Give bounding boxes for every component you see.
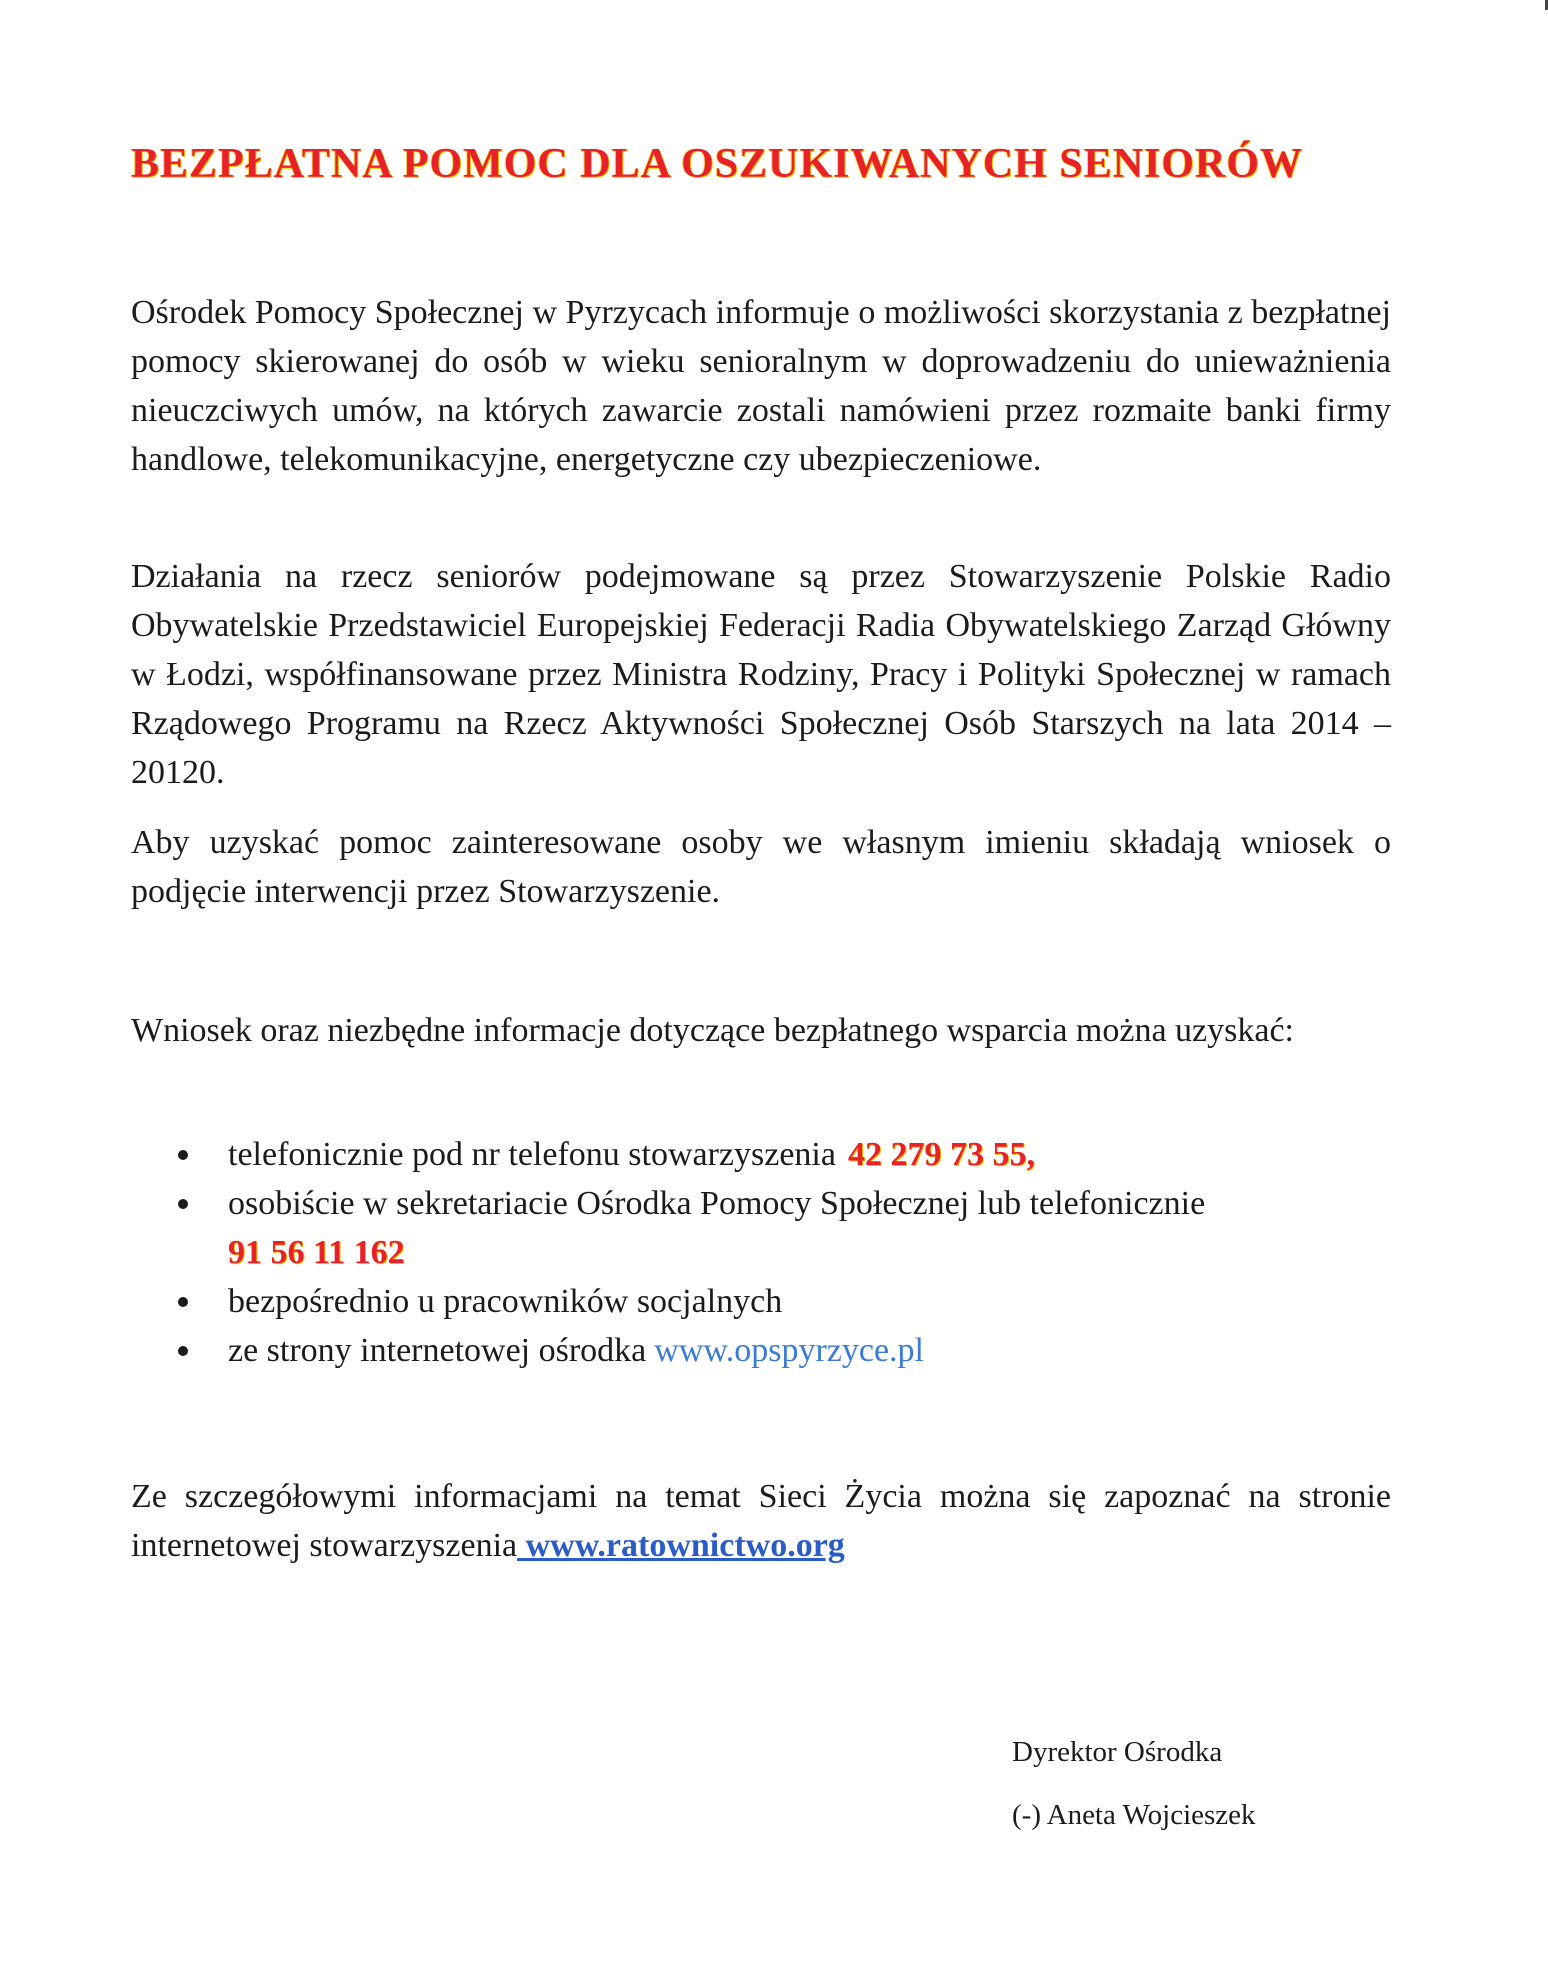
signature-role: Dyrektor Ośrodka: [1012, 1736, 1223, 1768]
paragraph-application: Aby uzyskać pomoc zainteresowane osoby we własnym imieniu składają wniosek o podjęcie interwencji przez Stowarzyszenie.: [131, 824, 1391, 910]
bullet-icon: [178, 1199, 188, 1209]
list-item-text: telefonicznie pod nr telefonu stowarzyszenia: [228, 1136, 836, 1173]
document-title: BEZPŁATNA POMOC DLA OSZUKIWANYCH SENIORÓW: [131, 141, 1304, 187]
ops-website-link[interactable]: www.opspyrzyce.pl: [654, 1332, 924, 1369]
list-item-text: osobiście w sekretariacie Ośrodka Pomocy Społecznej lub telefonicznie: [228, 1185, 1206, 1222]
list-item: [131, 1179, 1411, 1277]
list-item-text: bezpośrednio u pracowników socjalnych: [228, 1283, 783, 1320]
bullet-icon: [178, 1297, 188, 1307]
paragraph-more-info-text: Ze szczegółowymi informacjami na temat Sieci Życia można się zapoznać na stronie internetowej stowarzyszenia: [131, 1478, 1391, 1564]
signature-name: (-) Aneta Wojcieszek: [1012, 1799, 1256, 1831]
paragraph-intro: Ośrodek Pomocy Społecznej w Pyrzycach informuje o możliwości skorzystania z bezpłatnej pomocy skierowanej do osób w wieku senioralnym w doprowadzeniu do unieważnienia nieuczciwych umów, na których zawarcie zostali namówieni przez rozmaite banki firmy handlowe, telekomunikacyjne, energetyczne czy ubezpieczeniowe.: [131, 294, 1391, 478]
paragraph-organization: Działania na rzecz seniorów podejmowane są przez Stowarzyszenie Polskie Radio Obywatelskie Przedstawiciel Europejskiej Federacji Radia Obywatelskiego Zarząd Główny w Łodzi, współfinansowane przez Ministra Rodziny, Pracy i Polityki Społecznej w ramach Rządowego Programu na Rzecz Aktywności Społecznej Osób Starszych na lata 2014 – 20120.: [131, 558, 1391, 791]
center-phone-number[interactable]: 91 56 11 162: [228, 1234, 405, 1271]
association-website-link[interactable]: www.ratownictwo.org: [517, 1527, 845, 1564]
list-item: [131, 1130, 1411, 1179]
bullet-icon: [178, 1150, 188, 1160]
contact-methods-list: [131, 1130, 1411, 1375]
list-item: [131, 1277, 1411, 1326]
bullet-icon: [178, 1346, 188, 1356]
list-item-text: ze strony internetowej ośrodka: [228, 1332, 647, 1369]
association-phone-number[interactable]: 42 279 73 55,: [847, 1136, 1035, 1173]
list-item: [131, 1326, 1411, 1375]
paragraph-more-info: [131, 1472, 1391, 1570]
paragraph-contact-intro: Wniosek oraz niezbędne informacje dotyczące bezpłatnego wsparcia można uzyskać:: [131, 1012, 1294, 1049]
